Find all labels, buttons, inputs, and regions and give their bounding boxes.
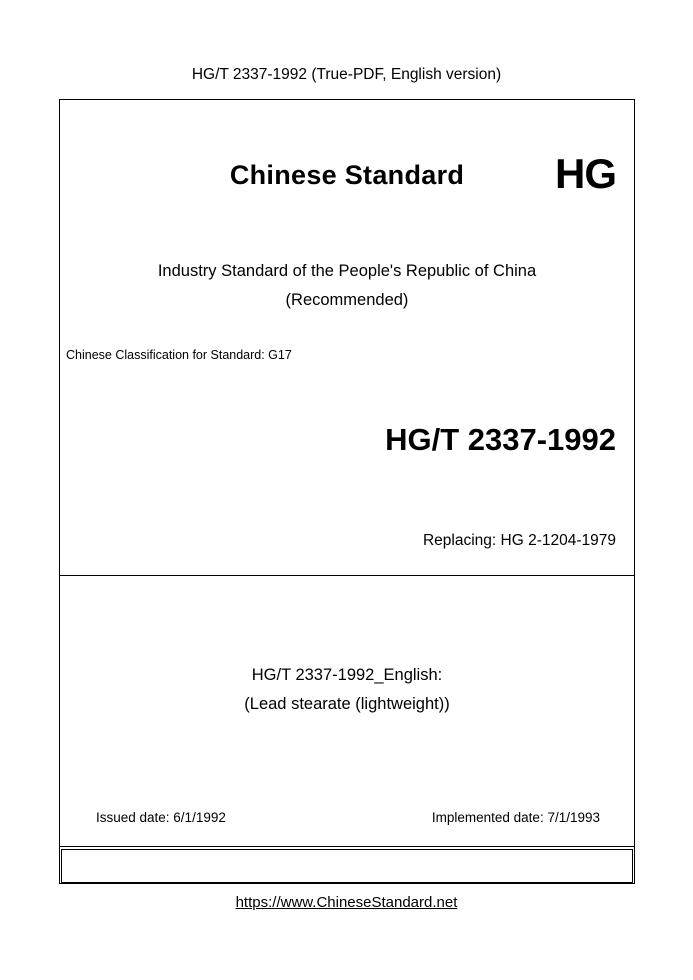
dates-row [60,810,634,828]
cover-frame [59,99,635,884]
english-title-line-2: (Lead stearate (lightweight)) [244,695,450,713]
classification-text: Chinese Classification for Standard: G17 [66,348,292,362]
industry-standard-block [60,257,634,315]
cover-lower-section [60,576,634,846]
cover-bottom-bar-inner [61,849,633,883]
cover-upper-section [60,100,634,576]
english-title-line-1: HG/T 2337-1992_English: [251,666,443,684]
industry-standard-line-1: Industry Standard of the People's Republic of China [157,262,537,280]
implemented-date: Implemented date: 7/1/1993 [431,810,600,825]
issued-date: Issued date: 6/1/1992 [96,810,226,825]
cover-bottom-bar [60,846,634,885]
hg-logo: HG [555,150,616,197]
replacing-text: Replacing: HG 2-1204-1979 [422,532,616,549]
footer-website-link[interactable]: https://www.ChineseStandard.net [235,894,458,911]
title-row [60,150,634,210]
english-title-block [60,661,634,719]
cover-title: Chinese Standard [229,160,465,190]
page-title: HG/T 2337-1992 (True-PDF, English version) [191,66,502,83]
standard-number: HG/T 2337-1992 [385,422,616,457]
industry-standard-line-2: (Recommended) [285,291,409,309]
